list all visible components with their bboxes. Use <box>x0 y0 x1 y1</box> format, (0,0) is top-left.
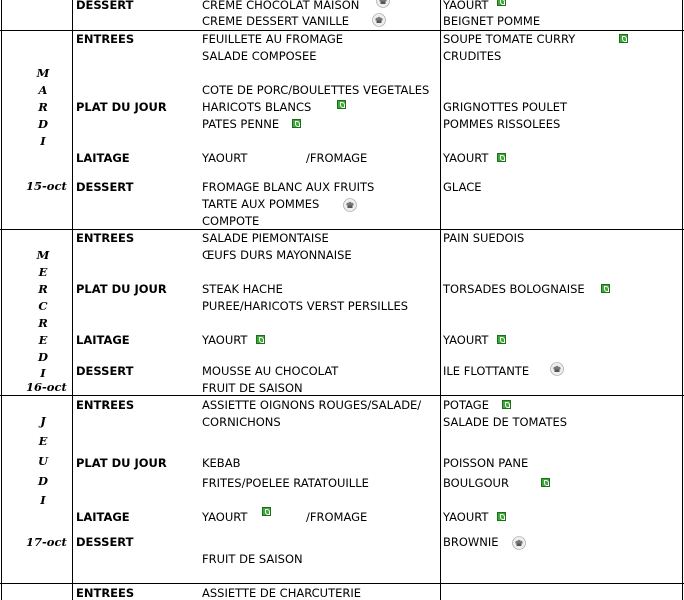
menu-item: PAIN SUEDOIS <box>443 231 525 245</box>
organic-leaf-icon <box>256 335 265 344</box>
organic-leaf-icon <box>292 119 301 128</box>
day-letter: M <box>36 66 50 80</box>
menu-item: GLACE <box>443 180 482 194</box>
menu-item: FROMAGE BLANC AUX FRUITS <box>202 180 375 194</box>
menu-item: YAOURT <box>202 510 248 524</box>
day-separator <box>0 395 684 396</box>
menu-item: MOUSSE AU CHOCOLAT <box>202 364 339 378</box>
menu-item: KEBAB <box>202 456 241 470</box>
category-dessert: DESSERT <box>76 0 134 12</box>
menu-item: STEAK HACHE <box>202 282 283 296</box>
menu-item: ŒUFS DURS MAYONNAISE <box>202 248 352 262</box>
menu-item: SALADE COMPOSEE <box>202 49 317 63</box>
menu-item: YAOURT <box>443 0 489 12</box>
category-dessert: DESSERT <box>76 535 134 549</box>
organic-leaf-icon <box>497 335 506 344</box>
menu-item: COTE DE PORC/BOULETTES VEGETALES <box>202 83 430 97</box>
menu-item: HARICOTS BLANCS <box>202 100 312 114</box>
organic-leaf-icon <box>497 0 506 6</box>
menu-item: GRIGNOTTES POULET <box>443 100 568 114</box>
grid-line-day <box>72 0 73 600</box>
category-plat-du-jour: PLAT DU JOUR <box>76 282 167 296</box>
day-letter: R <box>38 282 48 296</box>
menu-item: BEIGNET POMME <box>443 14 541 28</box>
day-letter: R <box>38 316 48 330</box>
organic-leaf-icon <box>601 284 610 293</box>
menu-item: SOUPE TOMATE CURRY <box>443 32 576 46</box>
menu-item: BOULGOUR <box>443 476 509 490</box>
category-entrees: ENTREES <box>76 398 135 412</box>
day-letter: I <box>40 493 46 507</box>
menu-item: TARTE AUX POMMES <box>202 197 320 211</box>
day-separator <box>0 30 684 31</box>
menu-item: PATES PENNE <box>202 117 280 131</box>
day-letter: M <box>36 248 50 262</box>
menu-item: CREME DESSERT VANILLE <box>202 14 350 28</box>
menu-item: PUREE/HARICOTS VERST PERSILLES <box>202 299 409 313</box>
menu-item: POISSON PANE <box>443 456 529 470</box>
day-date: 16-oct <box>26 380 67 394</box>
day-letter: D <box>38 474 48 488</box>
menu-item: CREME CHOCOLAT MAISON <box>202 0 360 12</box>
chef-hat-icon <box>550 362 564 376</box>
menu-item: FRUIT DE SAISON <box>202 552 303 566</box>
day-letter: A <box>38 83 48 97</box>
menu-item: BROWNIE <box>443 535 499 549</box>
menu-item: ASSIETTE DE CHARCUTERIE <box>202 586 362 600</box>
menu-item: YAOURT <box>202 151 248 165</box>
day-letter: I <box>40 366 46 380</box>
menu-item: YAOURT <box>202 333 248 347</box>
day-date: 17-oct <box>26 535 67 549</box>
menu-item: COMPOTE <box>202 214 260 228</box>
day-letter: I <box>40 134 46 148</box>
menu-item: CORNICHONS <box>202 415 281 429</box>
day-letter: C <box>38 299 48 313</box>
grid-line-left <box>1 0 2 600</box>
day-letter: R <box>38 100 48 114</box>
organic-leaf-icon <box>502 400 511 409</box>
day-date: 15-oct <box>26 179 67 193</box>
category-plat-du-jour: PLAT DU JOUR <box>76 100 167 114</box>
organic-leaf-icon <box>497 512 506 521</box>
menu-item: /FROMAGE <box>306 510 368 524</box>
category-laitage: LAITAGE <box>76 151 130 165</box>
chef-hat-icon <box>512 536 526 550</box>
menu-item: ASSIETTE OIGNONS ROUGES/SALADE/ <box>202 398 422 412</box>
organic-leaf-icon <box>337 100 346 109</box>
organic-leaf-icon <box>619 34 628 43</box>
day-separator <box>0 583 684 584</box>
organic-leaf-icon <box>497 153 506 162</box>
category-entrees: ENTREES <box>76 32 135 46</box>
category-dessert: DESSERT <box>76 364 134 378</box>
day-letter: E <box>38 434 48 448</box>
menu-item: FRITES/POELEE RATATOUILLE <box>202 476 369 490</box>
menu-item: /FROMAGE <box>306 151 368 165</box>
chef-hat-icon <box>372 13 386 27</box>
category-laitage: LAITAGE <box>76 510 130 524</box>
chef-hat-icon <box>343 198 357 212</box>
menu-item: YAOURT <box>443 333 489 347</box>
menu-item: YAOURT <box>443 510 489 524</box>
menu-item: POTAGE <box>443 398 489 412</box>
menu-item: YAOURT <box>443 151 489 165</box>
menu-item: FEUILLETE AU FROMAGE <box>202 32 344 46</box>
category-laitage: LAITAGE <box>76 333 130 347</box>
day-letter: U <box>37 454 49 468</box>
menu-item: SALADE PIEMONTAISE <box>202 231 329 245</box>
chef-hat-icon <box>376 0 390 8</box>
organic-leaf-icon <box>541 478 550 487</box>
organic-leaf-icon <box>262 507 271 516</box>
day-letter: E <box>38 265 48 279</box>
grid-line-mid <box>440 0 441 600</box>
category-entrees: ENTREES <box>76 231 135 245</box>
menu-item: SALADE DE TOMATES <box>443 415 568 429</box>
menu-item: TORSADES BOLOGNAISE <box>443 282 585 296</box>
menu-item: FRUIT DE SAISON <box>202 381 303 395</box>
day-letter: E <box>38 333 48 347</box>
menu-item: ILE FLOTTANTE <box>443 364 530 378</box>
category-entrees: ENTREES <box>76 586 135 600</box>
menu-item: CRUDITES <box>443 49 502 63</box>
category-plat-du-jour: PLAT DU JOUR <box>76 456 167 470</box>
day-letter: D <box>38 117 48 131</box>
day-letter: D <box>38 350 48 364</box>
day-letter: J <box>40 414 46 428</box>
day-separator <box>0 229 684 230</box>
category-dessert: DESSERT <box>76 180 134 194</box>
menu-item: POMMES RISSOLEES <box>443 117 561 131</box>
grid-line-right <box>682 0 683 600</box>
